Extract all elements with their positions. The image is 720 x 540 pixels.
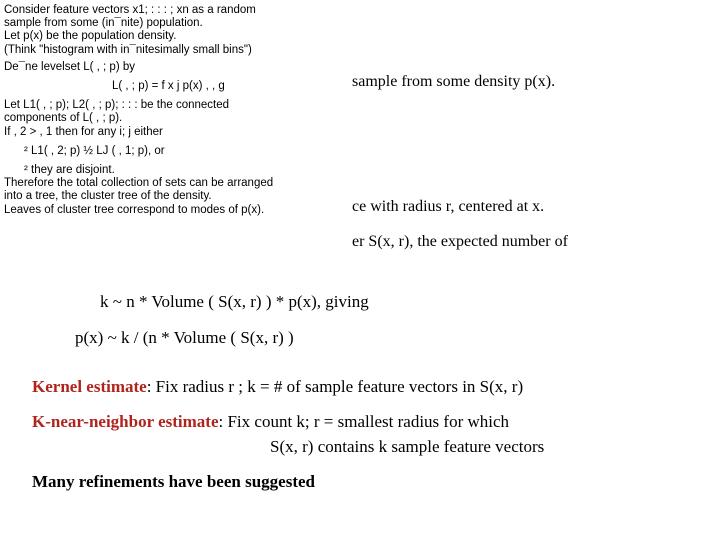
- overlay-line: Leaves of cluster tree correspond to modes of p(x).: [4, 203, 265, 216]
- equation-p: p(x) ~ k / (n * Volume ( S(x, r) ): [75, 328, 294, 347]
- overlay-line: sample from some (in¯nite) population.: [4, 17, 203, 30]
- knn-estimate-line: [32, 412, 509, 432]
- overlay-line: components of L( , ; p).: [4, 112, 123, 125]
- knn-estimate-text: : Fix count k; r = smallest radius for which: [218, 412, 510, 431]
- refinements-note: Many refinements have been suggested: [32, 472, 315, 491]
- overlay-line: Let p(x) be the population density.: [4, 30, 177, 43]
- kernel-estimate-line: [32, 377, 523, 397]
- overlay-line: (Think "histogram with in¯nitesimally small bins"): [4, 43, 252, 56]
- overlay-line: Let L1( , ; p); L2( , ; p); : : : be the connected: [4, 99, 230, 112]
- fragment-radius: ce with radius r, centered at x.: [352, 198, 545, 215]
- equation-k: k ~ n * Volume ( S(x, r) ) * p(x), giving: [100, 292, 369, 311]
- overlay-line: Therefore the total collection of sets can be arranged: [4, 177, 274, 190]
- overlay-line: If , 2 > , 1 then for any i; j either: [4, 125, 163, 138]
- overlay-line: ² L1( , 2; p) ½ LJ ( , 1; p), or: [24, 144, 165, 157]
- overlay-line: into a tree, the cluster tree of the density.: [4, 190, 212, 203]
- overlay-line: L( , ; p) = f x j p(x) , , g: [112, 80, 225, 93]
- kernel-estimate-label: Kernel estimate: [32, 377, 147, 396]
- knn-estimate-text-2: S(x, r) contains k sample feature vectors: [270, 437, 545, 456]
- fragment-density: sample from some density p(x).: [352, 73, 556, 90]
- overlay-line: ² they are disjoint.: [24, 164, 115, 177]
- fragment-expected: er S(x, r), the expected number of: [352, 233, 568, 250]
- knn-estimate-label: K-near-neighbor estimate: [32, 412, 219, 431]
- kernel-estimate-text: : Fix radius r ; k = # of sample feature vectors in S(x, r): [146, 377, 524, 396]
- overlay-text-block: [0, 0, 352, 272]
- overlay-line: De¯ne levelset L( , ; p) by: [4, 60, 135, 73]
- overlay-line: Consider feature vectors x1; : : : ; xn as a random: [4, 4, 256, 16]
